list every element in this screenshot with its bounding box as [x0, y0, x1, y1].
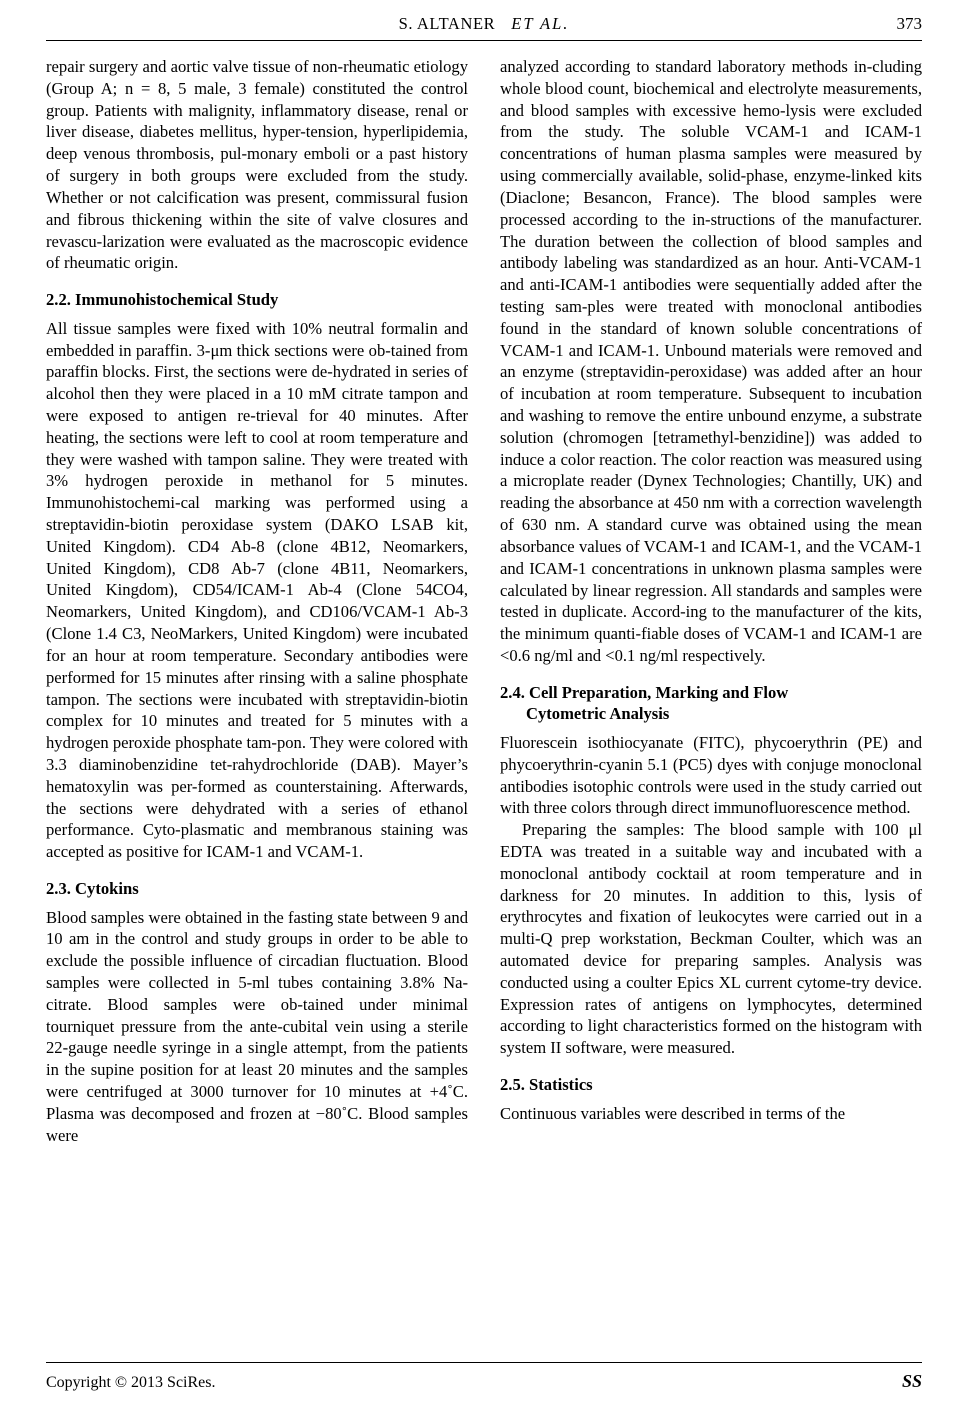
running-head-authors: S. ALTANER — [398, 14, 496, 33]
right-column — [500, 56, 922, 1147]
page-footer — [46, 1362, 922, 1392]
section-heading-2-5: 2.5. Statistics — [500, 1075, 593, 1095]
paragraph-statistics: Continuous variables were described in terms of the — [500, 1103, 846, 1123]
page-number: 373 — [896, 14, 922, 33]
copyright-text: Copyright © 2013 SciRes. — [46, 1374, 216, 1391]
section-heading-2-2: 2.2. Immunohistochemical Study — [46, 290, 279, 310]
section-heading-2-4-line2: Cytometric Analysis — [526, 704, 670, 724]
footer-divider — [46, 1362, 922, 1363]
running-head-title — [46, 14, 922, 34]
paragraph-sample-preparation: Preparing the samples: The blood sample with 100 μl EDTA was treated in a suitable way and incubated with a monoclonal antibody cocktail at room temperature and in darkness for 20 minutes. In addition to this, lysis of erythrocytes and fixation of leukocytes were carried out in a multi-Q prep workstation, Beckman Coulter, which was an automated device for preparing samples. Analysis was conducted using a coulter Epics XL current cytome-try device. Expression rates of antigens on lymphocytes, determined according to light characteristics formed on the histogram with system II software, were measured. — [500, 820, 922, 1058]
paragraph-methods-control-group: repair surgery and aortic valve tissue of non-rheumatic etiology (Group A; n = 8, 5 male, 3 female) constituted the control group. Patients with malignity, inflammatory disease, renal or liver disease, diabetes mellitus, hyper-tension, hyperlipidemia, deep venous thrombosis, pul-monary emboli or a past history of surgery in both groups were excluded from the study. Whether or not calcification was present, commissural fusion and fibrous thickening within the site of valve closures and revascu-larization were evaluated as the macroscopic evidence of rheumatic origin. — [46, 57, 468, 273]
paragraph-flow-cytometry-dyes: Fluorescein isothiocyanate (FITC), phycoerythrin (PE) and phycoerythrin-cyanin 5.1 (PC5) dyes with conjuge monoclonal antibodies isotophic controls were used in the study carried out with three colors through direct immunofluorescence method. — [500, 732, 922, 818]
paragraph-cytokins: Blood samples were obtained in the fasting state between 9 and 10 am in the control and study groups in order to be able to exclude the possible influence of circadian fluctuation. Blood samples were collected in 5-ml tubes containing 3.8% Na-citrate. Blood samples were ob-tained under minimal tourniquet pressure from the ante-cubital vein using a sterile 22-gauge needle syringe in a single attempt, from the patients in the supine position for at least 20 minutes and the samples were centrifuged at 3000 turnover for 10 minutes at +4˚C. Plasma was decomposed and frozen at −80˚C. Blood samples were — [46, 907, 468, 1145]
journal-abbreviation: SS — [901, 1371, 922, 1391]
running-head-et-al: ET AL. — [511, 14, 570, 33]
footer-row — [46, 1371, 922, 1392]
section-heading-2-3: 2.3. Cytokins — [46, 879, 139, 898]
left-column — [46, 56, 468, 1147]
paragraph-immunohistochemical-study: All tissue samples were fixed with 10% neutral formalin and embedded in paraffin. 3-μm thick sections were ob-tained from paraffin blocks. First, the sections were de-hydrated in series of alcohol then they were placed in a 10 mM citrate tampon and were exposed to antigen re-trieval for 40 minutes. After heating, the sections were left to cool at room temperature and they were washed with tampon saline. They were treated with 3% hydrogen peroxide in methanol for 5 minutes. Immunohistochemi-cal marking was performed using a streptavidin-biotin peroxidase system (DAKO LSAB kit, United Kingdom). CD4 Ab-8 (clone 4B12, Neomarkers, United Kingdom), CD8 Ab-7 (clone 4B11, Neomarkers, United Kingdom), CD54/ICAM-1 Ab-4 (Clone 54CO4, Neomarkers, United Kingdom), and CD106/VCAM-1 Ab-3 (Clone 1.4 C3, NeoMarkers, United Kingdom) were incubated for an hour at room temperature. Secondary antibodies were performed for 15 minutes after rinsing with a saline phosphate tampon. The sections were incubated with streptavidin-biotin complex for 10 minutes and treated for 5 minutes with a hydrogen peroxide phosphate tam-pon. They were colored with 3.3 diaminobenzidine tet-rahydrochloride (DAB). Mayer’s hematoxylin was per-formed as counterstaining. Afterwards, the sections were dehydrated with a series of ethanol performance. Cyto-plasmatic and membranous staining was accepted as positive for ICAM-1 and VCAM-1. — [46, 318, 468, 862]
header-divider — [46, 40, 922, 41]
two-column-body — [46, 56, 922, 1147]
running-head — [46, 0, 922, 40]
section-heading-2-4 — [500, 682, 922, 725]
section-heading-2-4-line1: 2.4. Cell Preparation, Marking and Flow — [500, 682, 789, 702]
paragraph-blood-analysis: analyzed according to standard laboratory methods in-cluding whole blood count, biochemical and electrolyte measurements, and blood samples with excessive hemo-lysis were excluded from the study. The soluble VCAM-1 and ICAM-1 concentrations of human plasma samples were measured by using commercially available, solid-phase, enzyme-linked kits (Diaclone; Besancon, France). The blood samples were processed according to the in-structions of the manufacturer. The duration between the collection of blood samples and antibody labeling was standardized as an hour. Anti-VCAM-1 and anti-ICAM-1 antibodies were sequentially added after the testing sam-ples were treated with monoclonal antibodies found in the standard of known soluble concentrations of VCAM-1 and ICAM-1. Unbound materials were removed and an enzyme (streptavidin-peroxidase) was added after an hour of incubation at room temperature. Subsequent to incubation and washing to remove the entire unbound enzyme, a substrate solution (chromogen [tetramethyl-benzidine]) was added to induce a color reaction. The color reaction was measured using a microplate reader (Dynex Technologies; Chantilly, UK) and reading the absorbance at 450 nm with a correction wavelength of 630 nm. A standard curve was obtained using the mean absorbance values of VCAM-1 and ICAM-1, and the VCAM-1 and ICAM-1 concentrations in unknown plasma samples were calculated by linear regression. All standards and samples were tested in duplicate. Accord-ing to the manufacturer of the kits, the minimum quanti-fiable doses of VCAM-1 and ICAM-1 are <0.6 ng/ml and <0.1 ng/ml respectively. — [500, 57, 922, 665]
